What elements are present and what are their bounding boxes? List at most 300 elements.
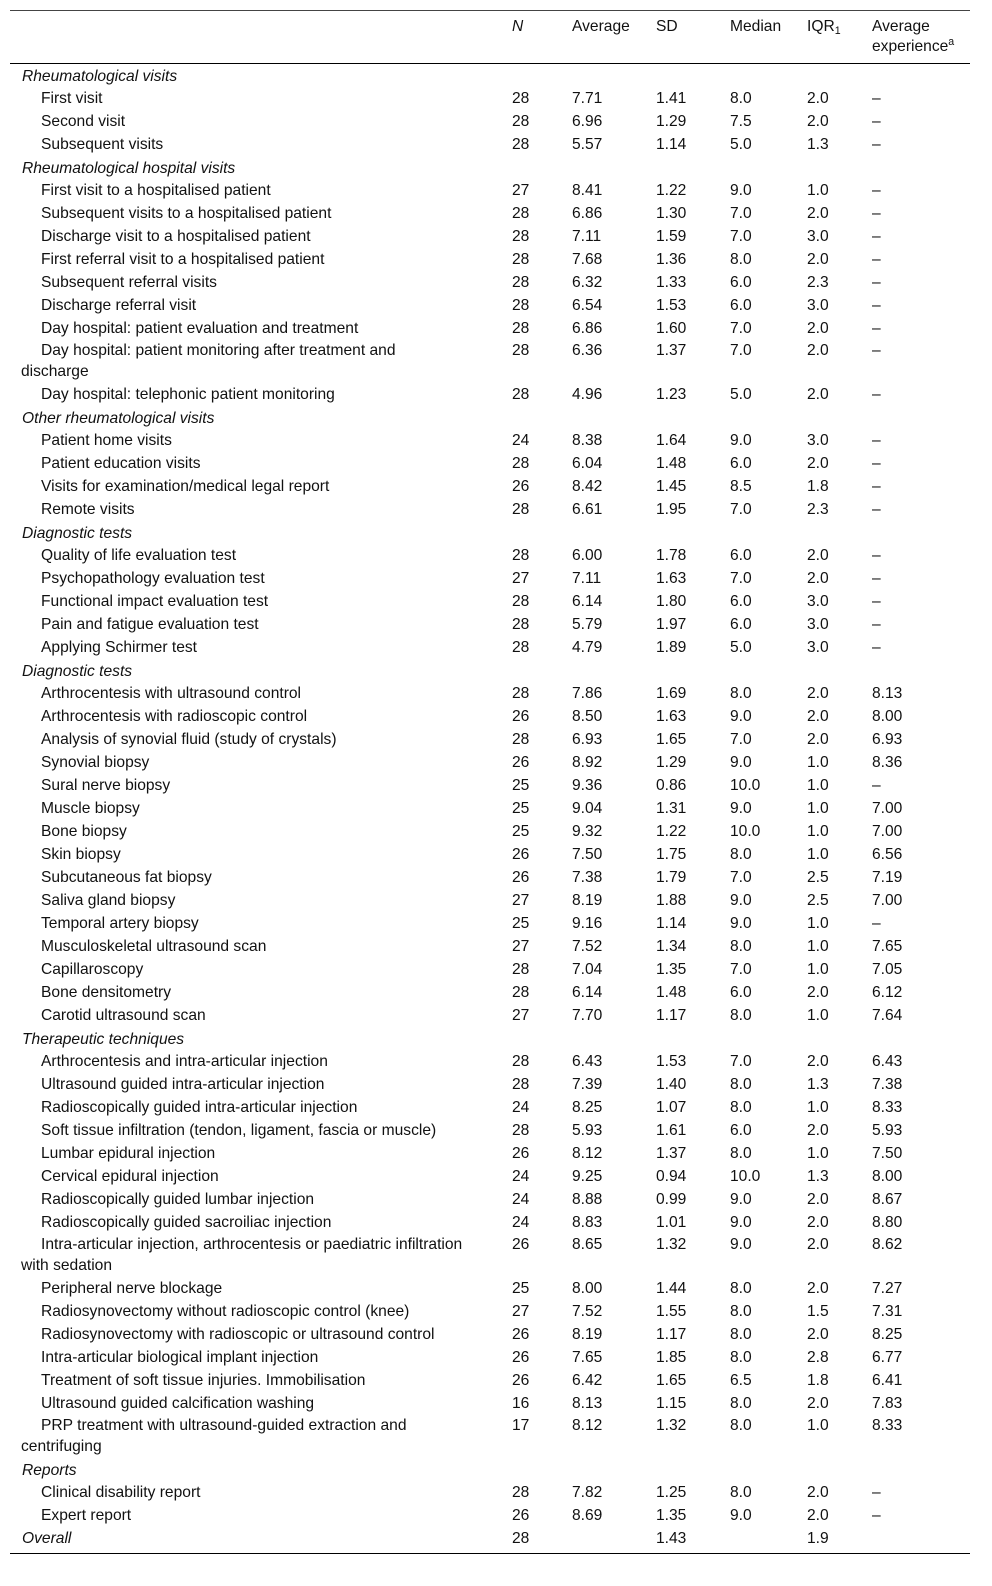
section-title-cell [10, 156, 970, 179]
cell-average: 8.12 [572, 1145, 603, 1162]
cell-median: 7.0 [730, 205, 752, 222]
cell-n: 28 [512, 961, 530, 978]
section-title-cell [10, 64, 970, 88]
cell-iqr: 1.0 [807, 961, 829, 978]
row-label [10, 866, 505, 889]
cell-iqr: 1.0 [807, 1007, 829, 1024]
cell-median: 8.5 [730, 478, 752, 495]
cell-n: 28 [512, 984, 530, 1001]
cell-n: 28 [512, 593, 530, 610]
cell-average-experience: – [872, 570, 881, 587]
cell-median: 6.0 [730, 297, 752, 314]
row-label [10, 452, 505, 475]
cell-iqr: 1.0 [807, 777, 829, 794]
row-label [10, 317, 505, 340]
cell-n: 28 [512, 455, 530, 472]
cell-median: 6.5 [730, 1372, 752, 1389]
col-header-iqr [800, 11, 865, 64]
cell-average-experience: – [872, 182, 881, 199]
cell-average: 6.14 [572, 984, 603, 1001]
cell-sd: 1.95 [656, 501, 687, 518]
row-label-text: Treatment of soft tissue injuries. Immobilisation [41, 1372, 366, 1389]
cell-n: 28 [512, 274, 530, 291]
cell-iqr: 2.0 [807, 708, 829, 725]
table-row [10, 751, 970, 774]
cell-average: 9.16 [572, 915, 603, 932]
cell-average: 6.61 [572, 501, 603, 518]
cell-sd: 1.79 [656, 869, 687, 886]
col-header-n-text: N [512, 18, 524, 35]
cell-median: 8.0 [730, 1145, 752, 1162]
row-label [10, 1346, 505, 1369]
section-header-row [10, 406, 970, 429]
cell-n: 28 [512, 1053, 530, 1070]
cell-sd: 1.53 [656, 1053, 687, 1070]
cell-sd: 1.32 [656, 1417, 687, 1434]
section-title: Other rheumatological visits [22, 410, 215, 427]
cell-n: 26 [512, 1507, 530, 1524]
cell-median: 9.0 [730, 432, 752, 449]
row-label-text: Visits for examination/medical legal report [41, 478, 330, 495]
section-title: Diagnostic tests [22, 663, 133, 680]
col-header-n [505, 11, 565, 64]
col-header-average-experience [865, 11, 970, 64]
row-label [10, 613, 505, 636]
cell-iqr: 2.5 [807, 892, 829, 909]
table-row [10, 340, 970, 383]
table-row [10, 935, 970, 958]
cell-n: 25 [512, 800, 530, 817]
cell-n: 27 [512, 938, 530, 955]
cell-average-experience: 6.43 [872, 1053, 903, 1070]
cell-average: 7.68 [572, 251, 603, 268]
cell-iqr: 2.0 [807, 1236, 829, 1253]
cell-sd: 1.65 [656, 1372, 687, 1389]
cell-median: 6.0 [730, 1122, 752, 1139]
cell-median: 8.0 [730, 1280, 752, 1297]
row-label-text: Bone biopsy [41, 823, 127, 840]
row-label [10, 889, 505, 912]
row-label [10, 1050, 505, 1073]
table-row [10, 202, 970, 225]
section-title-cell [10, 521, 970, 544]
cell-n: 27 [512, 570, 530, 587]
cell-sd: 1.80 [656, 593, 687, 610]
row-label [10, 1323, 505, 1346]
table-row [10, 429, 970, 452]
cell-average-experience: – [872, 777, 881, 794]
cell-median: 7.0 [730, 342, 752, 359]
overall-row [10, 1527, 970, 1554]
row-label [10, 87, 505, 110]
row-label-text: Arthrocentesis and intra-articular injection [41, 1053, 328, 1070]
row-label [10, 590, 505, 613]
row-label-text: Day hospital: patient monitoring after treatment and [41, 342, 396, 359]
cell-n: 28 [512, 1484, 530, 1501]
row-label-text: Analysis of synovial fluid (study of crystals) [41, 731, 337, 748]
cell-average-experience: – [872, 915, 881, 932]
row-label [10, 728, 505, 751]
cell-n: 26 [512, 708, 530, 725]
cell-median: 7.0 [730, 320, 752, 337]
cell-n: 28 [512, 685, 530, 702]
cell-average-experience: 8.13 [872, 685, 903, 702]
cell-n: 26 [512, 1145, 530, 1162]
row-label-text: Subsequent referral visits [41, 274, 217, 291]
cell-n: 26 [512, 754, 530, 771]
footnote-marker: a [948, 36, 955, 49]
table-row [10, 1369, 970, 1392]
cell-sd: 1.35 [656, 961, 687, 978]
cell-iqr: 1.8 [807, 1372, 829, 1389]
cell-average: 7.71 [572, 90, 603, 107]
cell-iqr: 1.0 [807, 754, 829, 771]
section-title-cell [10, 659, 970, 682]
cell-median: 9.0 [730, 1214, 752, 1231]
table-row [10, 774, 970, 797]
col-header-average-experience-text: Average experience [872, 18, 949, 55]
row-label [10, 1073, 505, 1096]
table-row [10, 271, 970, 294]
row-label-text: Cervical epidural injection [41, 1168, 219, 1185]
row-label [10, 429, 505, 452]
cell-iqr: 2.0 [807, 570, 829, 587]
cell-average: 9.36 [572, 777, 603, 794]
row-label-text: Radioscopically guided lumbar injection [41, 1191, 315, 1208]
cell-iqr: 2.0 [807, 1191, 829, 1208]
cell-average: 6.93 [572, 731, 603, 748]
cell-median: 9.0 [730, 754, 752, 771]
cell-sd: 1.35 [656, 1507, 687, 1524]
cell-average: 6.86 [572, 205, 603, 222]
cell-average-experience: – [872, 1507, 881, 1524]
cell-average: 6.32 [572, 274, 603, 291]
row-label [10, 1234, 505, 1277]
row-label [10, 1165, 505, 1188]
cell-average: 8.41 [572, 182, 603, 199]
cell-average: 8.00 [572, 1280, 603, 1297]
cell-sd: 1.48 [656, 455, 687, 472]
cell-sd: 1.43 [649, 1527, 723, 1554]
row-label-text: Discharge referral visit [41, 297, 197, 314]
row-label-text: Clinical disability report [41, 1484, 201, 1501]
cell-iqr: 1.0 [807, 915, 829, 932]
row-label [10, 202, 505, 225]
cell-n: 17 [512, 1417, 530, 1434]
cell-average-experience: 7.00 [872, 892, 903, 909]
row-label-text: Arthrocentesis with ultrasound control [41, 685, 302, 702]
cell-average: 7.39 [572, 1076, 603, 1093]
row-label [10, 774, 505, 797]
cell-median: 8.0 [730, 1326, 752, 1343]
table-row [10, 1234, 970, 1277]
row-label [10, 958, 505, 981]
row-label [10, 1277, 505, 1300]
cell-median: 10.0 [730, 1168, 761, 1185]
row-label-text: PRP treatment with ultrasound-guided extraction and [41, 1417, 407, 1434]
cell-iqr: 2.0 [807, 205, 829, 222]
cell-average-experience: – [872, 320, 881, 337]
cell-median: 7.0 [730, 501, 752, 518]
cell-average-experience: – [872, 455, 881, 472]
cell-average-experience: 5.93 [872, 1122, 903, 1139]
row-label-text: Soft tissue infiltration (tendon, ligament, fascia or muscle) [41, 1122, 437, 1139]
cell-iqr: 2.0 [807, 320, 829, 337]
section-header-row [10, 659, 970, 682]
cell-average: 6.36 [572, 342, 603, 359]
row-label [10, 1392, 505, 1415]
cell-average-experience: 6.12 [872, 984, 903, 1001]
cell-iqr: 1.0 [807, 846, 829, 863]
cell-average-experience: 8.33 [872, 1417, 903, 1434]
row-label [10, 110, 505, 133]
cell-average: 8.42 [572, 478, 603, 495]
cell-n: 28 [512, 616, 530, 633]
cell-average-experience: 8.00 [872, 708, 903, 725]
cell-average-experience: – [872, 136, 881, 153]
table-row [10, 958, 970, 981]
table-row [10, 889, 970, 912]
row-label [10, 1142, 505, 1165]
table-row [10, 567, 970, 590]
cell-iqr: 1.3 [807, 1076, 829, 1093]
row-label [10, 1369, 505, 1392]
cell-iqr: 2.0 [807, 251, 829, 268]
table-row [10, 179, 970, 202]
cell-median: 6.0 [730, 274, 752, 291]
row-label-text: First referral visit to a hospitalised patient [41, 251, 325, 268]
cell-sd: 0.99 [656, 1191, 687, 1208]
cell-sd: 1.34 [656, 938, 687, 955]
cell-average: 7.38 [572, 869, 603, 886]
cell-n: 28 [512, 501, 530, 518]
row-label-text: Intra-articular biological implant injection [41, 1349, 319, 1366]
table-row [10, 1188, 970, 1211]
cell-median: 8.0 [730, 685, 752, 702]
cell-n: 28 [512, 251, 530, 268]
cell-median: 6.0 [730, 455, 752, 472]
section-title: Rheumatological hospital visits [22, 160, 236, 177]
table-row [10, 248, 970, 271]
cell-iqr: 1.0 [807, 1417, 829, 1434]
cell-median: 5.0 [730, 386, 752, 403]
row-label [10, 271, 505, 294]
cell-n: 28 [512, 90, 530, 107]
cell-median: 9.0 [730, 182, 752, 199]
cell-n: 16 [512, 1395, 530, 1412]
cell-n: 28 [512, 1076, 530, 1093]
cell-iqr: 2.0 [807, 113, 829, 130]
table-row [10, 866, 970, 889]
row-label [10, 383, 505, 406]
row-label-text: Patient education visits [41, 455, 201, 472]
cell-n: 24 [512, 1168, 530, 1185]
section-title-cell [10, 1027, 970, 1050]
table-row [10, 1096, 970, 1119]
cell-sd: 1.97 [656, 616, 687, 633]
cell-sd: 1.37 [656, 342, 687, 359]
table-header [10, 11, 970, 64]
row-label [10, 912, 505, 935]
cell-average-experience [865, 1527, 970, 1554]
table-row [10, 1392, 970, 1415]
cell-sd: 1.60 [656, 320, 687, 337]
row-label [10, 682, 505, 705]
table-row [10, 1119, 970, 1142]
row-label [10, 1004, 505, 1027]
row-label-text: Sural nerve biopsy [41, 777, 171, 794]
cell-average: 7.52 [572, 1303, 603, 1320]
table-row [10, 294, 970, 317]
cell-n: 26 [512, 869, 530, 886]
cell-average: 8.19 [572, 892, 603, 909]
row-label-text: Muscle biopsy [41, 800, 140, 817]
cell-median: 7.0 [730, 731, 752, 748]
table-row [10, 1050, 970, 1073]
cell-average-experience: – [872, 228, 881, 245]
row-label-text: Saliva gland biopsy [41, 892, 176, 909]
cell-sd: 1.29 [656, 754, 687, 771]
row-label-text: Arthrocentesis with radioscopic control [41, 708, 308, 725]
table-row [10, 1504, 970, 1527]
row-label-text: Discharge visit to a hospitalised patient [41, 228, 311, 245]
section-title: Diagnostic tests [22, 525, 133, 542]
cell-median: 8.0 [730, 1303, 752, 1320]
table-row [10, 981, 970, 1004]
col-header-label [10, 11, 505, 64]
row-label [10, 636, 505, 659]
cell-median: 7.0 [730, 570, 752, 587]
cell-average-experience: 6.41 [872, 1372, 903, 1389]
cell-n: 27 [512, 1007, 530, 1024]
table-row [10, 133, 970, 156]
cell-average: 8.13 [572, 1395, 603, 1412]
cell-average: 7.04 [572, 961, 603, 978]
row-label [10, 1415, 505, 1458]
cell-iqr: 1.5 [807, 1303, 829, 1320]
cell-median: 8.0 [730, 846, 752, 863]
cell-iqr: 1.9 [800, 1527, 865, 1554]
cell-average-experience: 7.50 [872, 1145, 903, 1162]
cell-median: 9.0 [730, 1191, 752, 1208]
row-label [10, 1096, 505, 1119]
cell-median: 5.0 [730, 639, 752, 656]
table-row [10, 728, 970, 751]
cell-median: 9.0 [730, 915, 752, 932]
cell-n: 26 [512, 1326, 530, 1343]
row-label-text: Expert report [41, 1507, 132, 1524]
row-label-text-continued: discharge [21, 362, 89, 380]
cell-n: 24 [512, 1191, 530, 1208]
table-row [10, 110, 970, 133]
iqr-subscript: 1 [834, 25, 841, 38]
cell-average-experience: 7.19 [872, 869, 903, 886]
cell-average: 6.54 [572, 297, 603, 314]
cell-median [723, 1527, 800, 1554]
cell-iqr: 2.0 [807, 90, 829, 107]
cell-median: 8.0 [730, 1395, 752, 1412]
cell-sd: 1.64 [656, 432, 687, 449]
cell-average: 8.25 [572, 1099, 603, 1116]
cell-average-experience: – [872, 251, 881, 268]
cell-iqr: 1.0 [807, 1099, 829, 1116]
row-label [10, 179, 505, 202]
row-label-text: Remote visits [41, 501, 135, 518]
cell-average-experience: 7.00 [872, 800, 903, 817]
section-title: Reports [22, 1462, 77, 1479]
cell-average-experience: 8.67 [872, 1191, 903, 1208]
row-label-text: Ultrasound guided calcification washing [41, 1395, 315, 1412]
cell-sd: 1.69 [656, 685, 687, 702]
table-row [10, 1323, 970, 1346]
cell-n: 26 [512, 1372, 530, 1389]
cell-n: 27 [512, 182, 530, 199]
row-label [10, 751, 505, 774]
table-row [10, 1277, 970, 1300]
cell-average-experience: – [872, 593, 881, 610]
cell-average: 6.86 [572, 320, 603, 337]
row-label-text: Functional impact evaluation test [41, 593, 269, 610]
cell-n: 27 [512, 892, 530, 909]
table-row [10, 1165, 970, 1188]
cell-iqr: 2.0 [807, 1214, 829, 1231]
table-row [10, 590, 970, 613]
cell-average-experience: – [872, 616, 881, 633]
cell-average: 4.96 [572, 386, 603, 403]
row-label-text: Subsequent visits to a hospitalised patient [41, 205, 332, 222]
cell-average-experience: – [872, 113, 881, 130]
cell-n: 28 [512, 228, 530, 245]
cell-median: 6.0 [730, 593, 752, 610]
cell-iqr: 1.3 [807, 136, 829, 153]
cell-median: 8.0 [730, 1349, 752, 1366]
row-label-text: Peripheral nerve blockage [41, 1280, 223, 1297]
cell-average-experience: – [872, 274, 881, 291]
row-label-text: Bone densitometry [41, 984, 172, 1001]
cell-sd: 1.01 [656, 1214, 687, 1231]
cell-median: 7.5 [730, 113, 752, 130]
cell-sd: 1.17 [656, 1007, 687, 1024]
cell-iqr: 2.0 [807, 1507, 829, 1524]
cell-sd: 1.61 [656, 1122, 687, 1139]
cell-sd: 1.14 [656, 136, 687, 153]
cell-iqr: 1.0 [807, 182, 829, 199]
cell-sd: 1.33 [656, 274, 687, 291]
cell-median: 9.0 [730, 708, 752, 725]
cell-average: 8.83 [572, 1214, 603, 1231]
cell-sd: 0.86 [656, 777, 687, 794]
cell-sd: 1.59 [656, 228, 687, 245]
row-label-text: First visit to a hospitalised patient [41, 182, 271, 199]
section-title: Therapeutic techniques [22, 1031, 185, 1048]
cell-average-experience: 7.83 [872, 1395, 903, 1412]
cell-sd: 1.41 [656, 90, 687, 107]
row-label [10, 1300, 505, 1323]
cell-average: 7.70 [572, 1007, 603, 1024]
cell-median: 6.0 [730, 547, 752, 564]
table-row [10, 1481, 970, 1504]
row-label [10, 567, 505, 590]
cell-average-experience: – [872, 90, 881, 107]
cell-sd: 1.53 [656, 297, 687, 314]
cell-average: 6.43 [572, 1053, 603, 1070]
cell-average-experience: – [872, 547, 881, 564]
cell-n: 24 [512, 1099, 530, 1116]
cell-n: 28 [512, 136, 530, 153]
cell-sd: 1.65 [656, 731, 687, 748]
cell-sd: 1.45 [656, 478, 687, 495]
cell-average: 5.57 [572, 136, 603, 153]
